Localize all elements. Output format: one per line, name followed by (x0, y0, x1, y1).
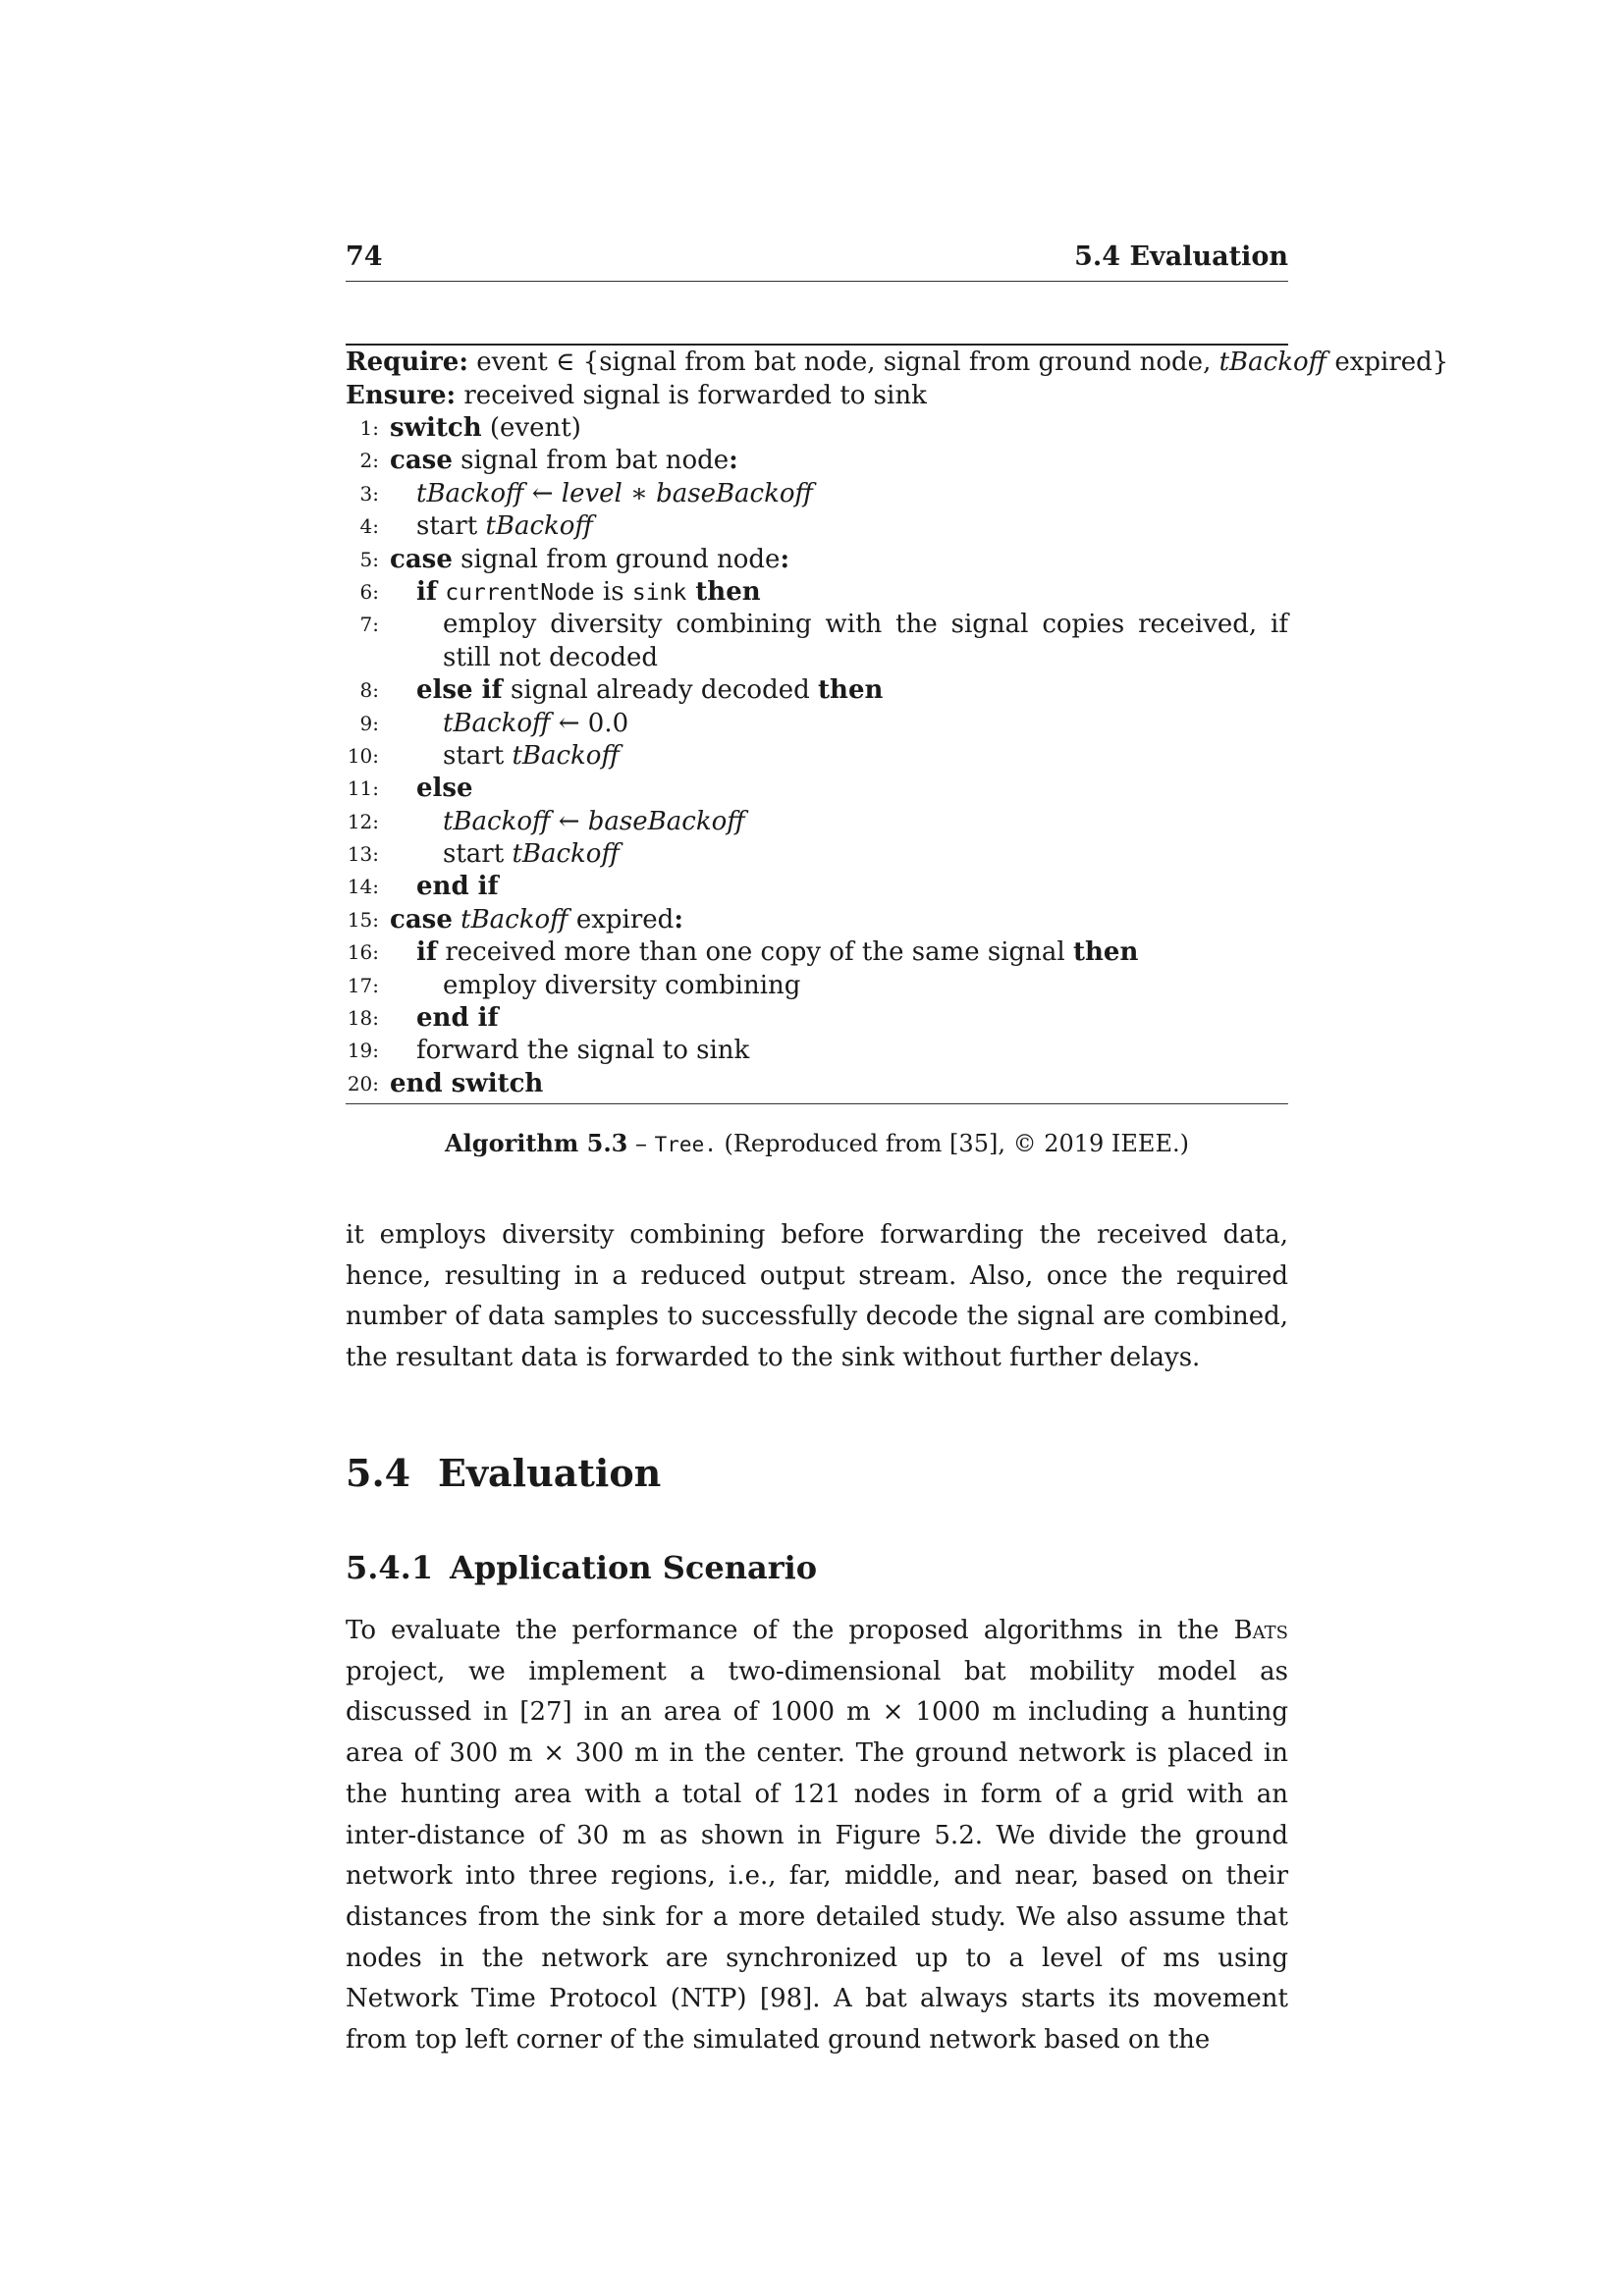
caption-algorithm-name: Tree. (654, 1133, 717, 1156)
line-text: expired (568, 904, 675, 934)
require-text: event ∈ {signal from bat node, signal from ground node, (476, 347, 1212, 377)
code-identifier: sink (631, 579, 687, 606)
keyword: case (390, 544, 453, 574)
require-text-end: expired} (1334, 347, 1449, 377)
line-text: employ diversity combining (443, 970, 801, 1000)
keyword: then (1073, 937, 1139, 968)
algorithm-line (346, 412, 1288, 445)
line-number: 19: (347, 1039, 379, 1063)
line-number: 20: (347, 1071, 379, 1095)
variable: tBackoff (485, 511, 593, 542)
line-text: signal already decoded (502, 675, 819, 706)
algorithm-line (346, 544, 1288, 576)
line-number: 8: (359, 678, 379, 703)
line-number: 1: (359, 416, 379, 440)
keyword: end switch (390, 1068, 544, 1098)
keyword: switch (390, 413, 482, 443)
subsection-heading (346, 1549, 817, 1586)
line-text: signal from bat node (452, 446, 730, 476)
variable: tBackoff (443, 708, 551, 738)
expression: level ∗ baseBackoff (561, 478, 813, 508)
variable: tBackoff (443, 806, 551, 836)
code-identifier: currentNode (445, 579, 595, 606)
algorithm-line (346, 740, 1288, 773)
line-number: 16: (347, 940, 379, 965)
ensure-label: Ensure: (346, 381, 457, 410)
variable: tBackoff (460, 904, 568, 934)
paragraph-text: project, we implement a two-dimensional bat mobility model as discussed in [27] in an area of 1000 m × 1000 m including a hunting area of 300 m × 300 m in the center. The ground network is placed in the hunting area with a total of 121 nodes in form of a grid with an inter-distance of 30 m as shown in Figure 5.2. We divide the ground network into three regions, i.e., far, middle, and near, based on their distances from the sink for a more detailed study. We also assume that nodes in the network are synchronized up to a level of ms using Network Time Protocol (NTP) [98]. A bat always starts its movement from top left corner of the simulated ground network based on the (346, 1656, 1288, 2056)
require-variable: tBackoff (1218, 347, 1327, 377)
line-text: is (594, 576, 632, 607)
body-paragraph (346, 1611, 1288, 2061)
assign-arrow: ← (550, 708, 588, 738)
keyword: else (416, 774, 473, 804)
algorithm-line (346, 936, 1288, 969)
line-number: 13: (347, 842, 379, 867)
colon: : (674, 904, 683, 934)
algorithm-line (346, 871, 1288, 903)
keyword: end if (416, 872, 499, 902)
keyword: if (416, 937, 438, 968)
line-number: 4: (359, 514, 379, 539)
keyword: then (818, 675, 884, 706)
line-number: 14: (347, 875, 379, 899)
assign-arrow: ← (550, 806, 588, 836)
require-label: Require: (346, 347, 468, 377)
line-number: 15: (347, 907, 379, 932)
line-number: 12: (347, 809, 379, 833)
ensure-text: received signal is forwarded to sink (463, 381, 927, 410)
line-text: signal from ground node (452, 544, 781, 574)
algorithm-line (346, 576, 1288, 609)
caption-text: (Reproduced from [35], © 2019 IEEE.) (716, 1130, 1189, 1157)
line-number: 17: (347, 973, 379, 997)
line-number: 5: (359, 547, 379, 571)
algorithm-line (346, 674, 1288, 707)
keyword: else if (416, 675, 503, 706)
line-text: received more than one copy of the same signal (437, 937, 1074, 968)
algorithm-line (346, 478, 1288, 510)
line-text: (event) (481, 413, 581, 443)
expression: baseBackoff (587, 806, 745, 836)
algorithm-line (346, 1002, 1288, 1035)
keyword: end if (416, 1003, 499, 1034)
algorithm-ensure (346, 379, 1288, 412)
algorithm-line (346, 838, 1288, 871)
algorithm-block (346, 344, 1449, 1104)
algorithm-require (346, 346, 1449, 379)
algorithm-caption (346, 1129, 1288, 1157)
algorithm-line (346, 609, 1288, 674)
algorithm-line (346, 1035, 1288, 1067)
line-text: start (416, 511, 486, 542)
caption-dash: – (627, 1130, 655, 1157)
line-number: 6: (359, 579, 379, 604)
algorithm-line (346, 510, 1288, 543)
algorithm-line (346, 904, 1288, 936)
line-number: 3: (359, 481, 379, 506)
assign-arrow: ← (523, 478, 562, 508)
paragraph-text: To evaluate the performance of the proposed algorithms in the (346, 1616, 1234, 1645)
algorithm-line (346, 1068, 1288, 1103)
keyword: if (416, 576, 438, 607)
colon: : (729, 446, 738, 476)
keyword: then (686, 576, 761, 607)
line-number: 10: (347, 743, 379, 768)
line-number: 9: (359, 711, 379, 735)
algorithm-line (346, 773, 1288, 805)
body-paragraph: it employs diversity combining before forwarding the received data, hence, resulting in a reduced output stream. Also, once the required number of data samples to successfully decode the signal are combined, the resultant data is forwarded to the sink without further delays. (346, 1220, 1288, 1373)
line-text: start (443, 839, 513, 870)
variable: tBackoff (512, 740, 620, 771)
project-name: Bats (1233, 1616, 1288, 1645)
algorithm-line (346, 445, 1288, 477)
value: 0.0 (587, 708, 629, 738)
running-section-title: 5.4 Evaluation (1074, 241, 1288, 272)
line-text: forward the signal to sink (416, 1036, 750, 1066)
line-text: employ diversity combining with the signal copies received, if still not decoded (443, 610, 1288, 672)
colon: : (780, 544, 790, 574)
algorithm-line (346, 708, 1288, 740)
variable: tBackoff (416, 478, 524, 508)
line-number: 11: (347, 776, 379, 801)
section-number: 5.4 (346, 1451, 411, 1495)
line-number: 18: (347, 1006, 379, 1031)
page-number: 74 (346, 241, 383, 272)
variable: tBackoff (512, 839, 620, 870)
keyword: case (390, 446, 453, 476)
running-header (346, 241, 1288, 282)
subsection-number: 5.4.1 (346, 1549, 434, 1586)
line-text: start (443, 740, 513, 771)
subsection-title: Application Scenario (450, 1549, 818, 1586)
algorithm-line (346, 806, 1288, 838)
line-number: 2: (359, 449, 379, 473)
algorithm-line (346, 970, 1288, 1002)
section-heading (346, 1451, 661, 1495)
caption-label: Algorithm 5.3 (445, 1129, 628, 1157)
keyword: case (390, 904, 453, 934)
section-title: Evaluation (438, 1451, 662, 1495)
line-number: 7: (359, 613, 379, 637)
